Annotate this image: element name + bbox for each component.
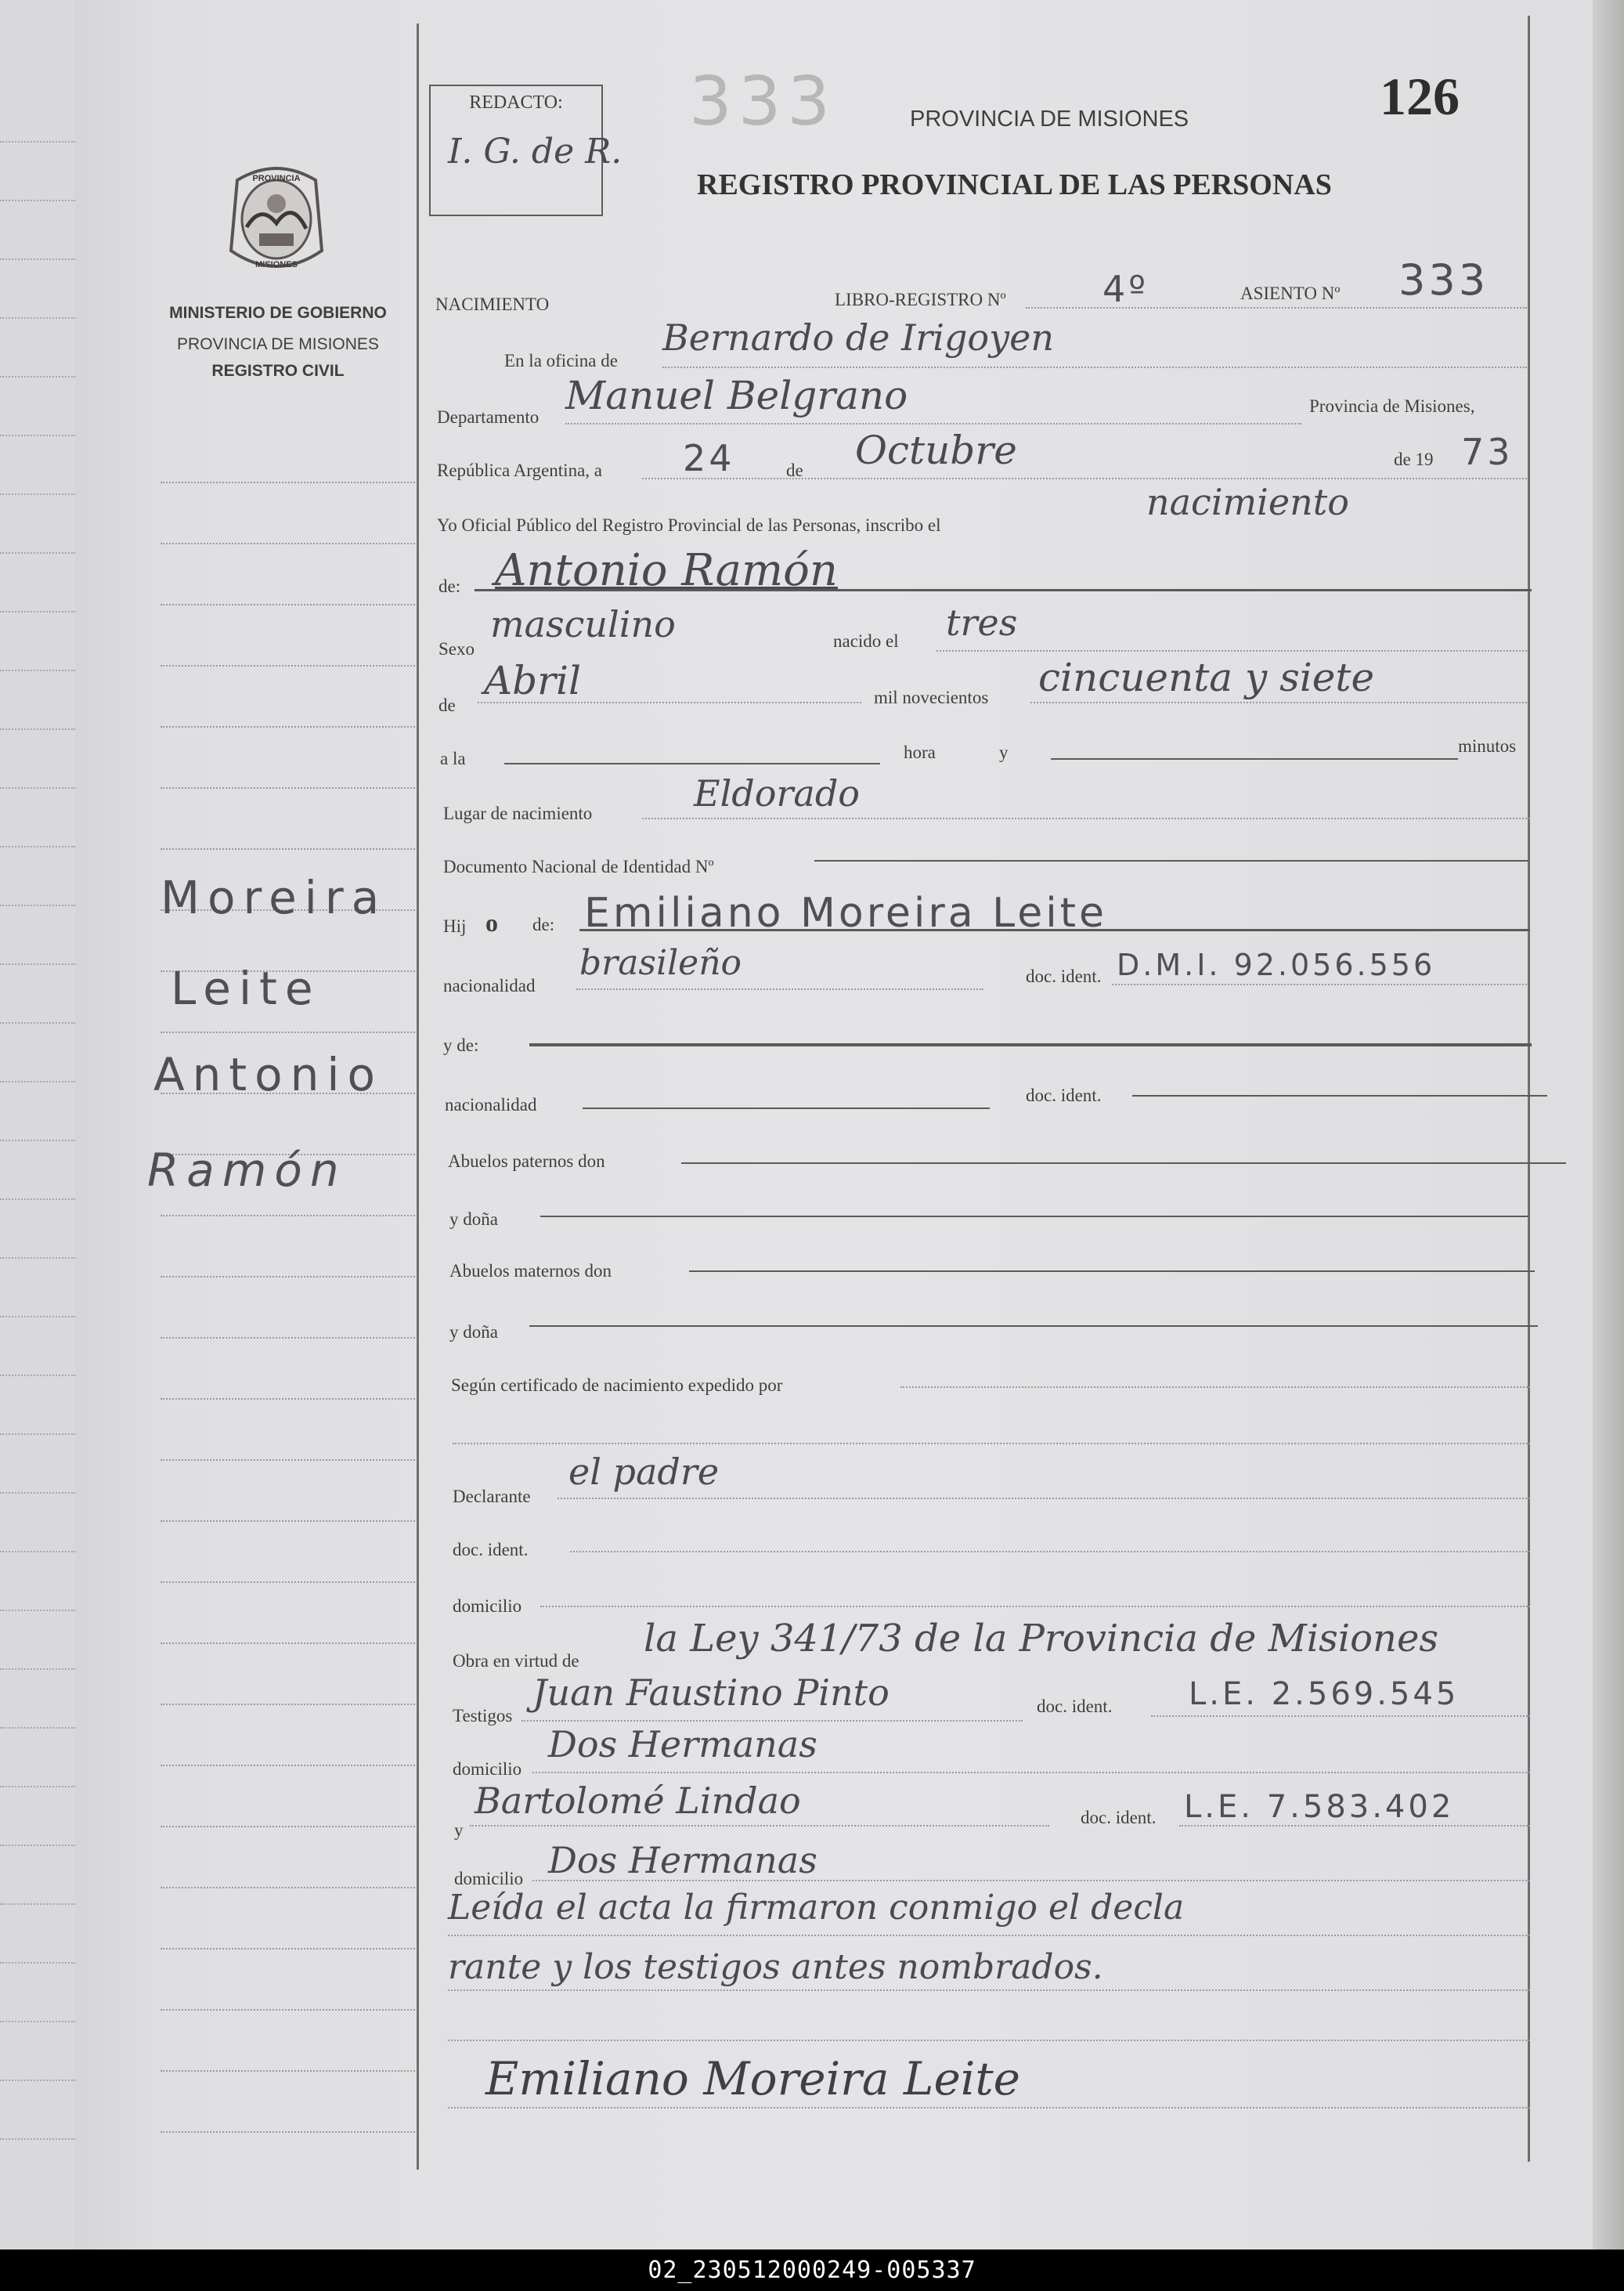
- anio-label: de 19: [1394, 450, 1434, 469]
- hijo-suffix: o: [485, 909, 498, 937]
- abuelos-paternos-label: Abuelos paternos don: [448, 1151, 605, 1171]
- leida-line-2: rante y los testigos antes nombrados.: [448, 1947, 1103, 1987]
- lugar-line: [642, 818, 1530, 819]
- docident2-label: doc. ident.: [1026, 1086, 1102, 1105]
- fecha-line: [642, 478, 1527, 479]
- segun-label: Según certificado de nacimiento expedido por: [451, 1375, 783, 1395]
- mes-nac-value: Abril: [484, 658, 581, 703]
- folio-number: 126: [1380, 67, 1460, 126]
- segun-line-1: [900, 1386, 1530, 1388]
- firma-rule-1: [448, 2040, 1530, 2041]
- departamento-line: [565, 423, 1301, 425]
- docident5-label: doc. ident.: [1081, 1808, 1157, 1827]
- libro-value: 4º: [1103, 268, 1149, 310]
- y2-label: y: [454, 1820, 464, 1840]
- image-id-bar: [0, 2249, 1624, 2291]
- docident5-value: L.E. 7.583.402: [1184, 1789, 1455, 1825]
- ministry-line2: PROVINCIA DE MISIONES: [177, 335, 379, 353]
- yde-line: [529, 1043, 1532, 1046]
- sexo-label: Sexo: [438, 639, 475, 659]
- hijo-de-label: de:: [532, 915, 555, 934]
- nombre-de-label: de:: [438, 576, 461, 596]
- ministry-seal: [222, 157, 331, 282]
- ala-label: a la: [440, 749, 466, 768]
- testigo1-line: [521, 1720, 1023, 1722]
- docident4-value: L.E. 2.569.545: [1189, 1676, 1460, 1712]
- declarante-label: Declarante: [453, 1487, 531, 1506]
- leida-rule-1: [448, 1935, 1530, 1936]
- leida-rule-2: [448, 1989, 1530, 1991]
- docident3-line: [570, 1551, 1530, 1552]
- asiento-label: ASIENTO Nº: [1240, 284, 1341, 303]
- margin-note-name2: Ramón: [147, 1144, 347, 1197]
- ministry-line1: MINISTERIO DE GOBIERNO: [169, 304, 387, 322]
- lugar-label: Lugar de nacimiento: [443, 804, 593, 823]
- book-right-edge: [1593, 0, 1624, 2249]
- docident3-label: doc. ident.: [453, 1540, 529, 1559]
- domicilio2-value: Dos Hermanas: [548, 1723, 817, 1765]
- domicilio2-line: [532, 1772, 1530, 1773]
- obra-label: Obra en virtud de: [453, 1651, 579, 1671]
- inscribo-value: nacimiento: [1146, 481, 1349, 523]
- ydona1-line: [540, 1216, 1528, 1217]
- firma-rule-2: [448, 2107, 1530, 2109]
- signature: Emiliano Moreira Leite: [485, 2052, 1020, 2105]
- yo-oficial-label: Yo Oficial Público del Registro Provincial de las Personas, inscribo el: [437, 515, 941, 535]
- libro-label: LIBRO-REGISTRO Nº: [835, 290, 1006, 309]
- domicilio1-label: domicilio: [453, 1596, 522, 1616]
- testigo2-value: Bartolomé Lindao: [475, 1780, 801, 1822]
- nac1-value: brasileño: [579, 943, 742, 983]
- padre-value: Emiliano Moreira Leite: [584, 890, 1108, 937]
- minutos-label: minutos: [1458, 736, 1517, 756]
- nacido-line: [937, 650, 1527, 652]
- anio-nac-line: [1030, 702, 1527, 703]
- de-label-1: de: [786, 461, 803, 480]
- nac1-label: nacionalidad: [443, 976, 536, 996]
- docident4-line: [1151, 1715, 1530, 1717]
- testigo2-line: [470, 1825, 1049, 1827]
- docident1-value: D.M.I. 92.056.556: [1117, 948, 1436, 982]
- domicilio2-label: domicilio: [453, 1759, 522, 1779]
- redacto-label: REDACTO:: [469, 92, 563, 113]
- declarante-line: [558, 1498, 1530, 1499]
- y-label: y: [999, 743, 1009, 762]
- declarante-value: el padre: [568, 1451, 720, 1493]
- nac2-label: nacionalidad: [445, 1095, 537, 1115]
- abuelos-maternos-label: Abuelos maternos don: [449, 1261, 612, 1281]
- testigo1-value: Juan Faustino Pinto: [532, 1671, 890, 1714]
- seal-text-bottom: MISIONES: [255, 260, 298, 269]
- anio-nac-value: cincuenta y siete: [1038, 655, 1375, 700]
- mil-label: mil novecientos: [874, 688, 989, 707]
- docident1-label: doc. ident.: [1026, 967, 1102, 986]
- pencil-number: 333: [689, 63, 837, 141]
- asiento-value: 333: [1398, 255, 1489, 305]
- nombre-line: [475, 589, 1532, 591]
- ydona2-line: [529, 1325, 1538, 1327]
- provincia-label: Provincia de Misiones,: [1309, 396, 1475, 416]
- oficina-label: En la oficina de: [504, 351, 618, 370]
- lugar-value: Eldorado: [694, 772, 860, 815]
- seal-text-top: PROVINCIA: [252, 174, 301, 183]
- image-id: 02_230512000249-005337: [648, 2257, 976, 2284]
- registry-title: REGISTRO PROVINCIAL DE LAS PERSONAS: [697, 168, 1332, 201]
- margin-note-name1: Antonio: [153, 1048, 384, 1101]
- docident4-label: doc. ident.: [1037, 1697, 1113, 1716]
- libro-line: [1026, 307, 1527, 309]
- sexo-value: masculino: [490, 603, 676, 645]
- domicilio3-line: [532, 1880, 1530, 1881]
- margin-note-surname2: Leite: [171, 962, 321, 1015]
- dia-value: 24: [683, 437, 735, 479]
- domicilio3-value: Dos Hermanas: [548, 1839, 817, 1881]
- padre-line: [579, 929, 1530, 931]
- departamento-label: Departamento: [437, 407, 540, 427]
- nacido-label: nacido el: [833, 631, 899, 651]
- nacimiento-label: NACIMIENTO: [435, 295, 550, 314]
- docident1-line: [1112, 984, 1527, 985]
- redacto-initials: I. G. de R.: [448, 132, 623, 172]
- hora-line: [504, 763, 880, 764]
- ministry-line3: REGISTRO CIVIL: [211, 362, 345, 380]
- docident2-line: [1132, 1095, 1547, 1097]
- abuelos-maternos-line: [689, 1270, 1535, 1272]
- hora-label: hora: [904, 743, 936, 762]
- nombre-value: Antonio Ramón: [495, 545, 838, 596]
- minutos-line: [1051, 758, 1458, 760]
- docident5-line: [1179, 1825, 1530, 1827]
- redacto-stamp: [429, 85, 623, 216]
- nacido-value: tres: [946, 602, 1018, 644]
- margin-note-surname1: Moreira: [161, 871, 388, 924]
- right-border-line: [1528, 16, 1530, 2162]
- leida-line-1: Leída el acta la firmaron conmigo el decla: [448, 1888, 1185, 1928]
- domicilio3-label: domicilio: [454, 1869, 524, 1888]
- obra-value: la Ley 341/73 de la Provincia de Misiones: [644, 1617, 1438, 1660]
- ydona2-label: y doña: [449, 1322, 498, 1342]
- abuelos-paternos-line: [681, 1162, 1566, 1164]
- mes-value: Octubre: [855, 428, 1017, 473]
- de-label-2: de: [438, 696, 456, 715]
- departamento-value: Manuel Belgrano: [565, 373, 908, 418]
- margin-divider-line: [417, 23, 419, 2170]
- ydona1-label: y doña: [449, 1209, 498, 1229]
- oficina-line: [662, 367, 1527, 368]
- dni-label: Documento Nacional de Identidad Nº: [443, 857, 714, 876]
- mes-nac-line: [478, 702, 861, 703]
- hijo-label: Hij: [443, 916, 467, 936]
- segun-line-2: [453, 1443, 1530, 1444]
- domicilio1-line: [540, 1606, 1530, 1607]
- testigos-label: Testigos: [453, 1706, 513, 1725]
- book-page-edge: [0, 0, 83, 2249]
- anio-value: 73: [1461, 431, 1514, 473]
- province-header: PROVINCIA DE MISIONES: [910, 107, 1189, 132]
- republica-label: República Argentina, a: [437, 461, 602, 480]
- yde-label: y de:: [443, 1035, 479, 1055]
- oficina-value: Bernardo de Irigoyen: [662, 316, 1054, 359]
- dni-line: [814, 860, 1528, 862]
- nac1-line: [576, 988, 983, 990]
- nac2-line: [583, 1108, 990, 1109]
